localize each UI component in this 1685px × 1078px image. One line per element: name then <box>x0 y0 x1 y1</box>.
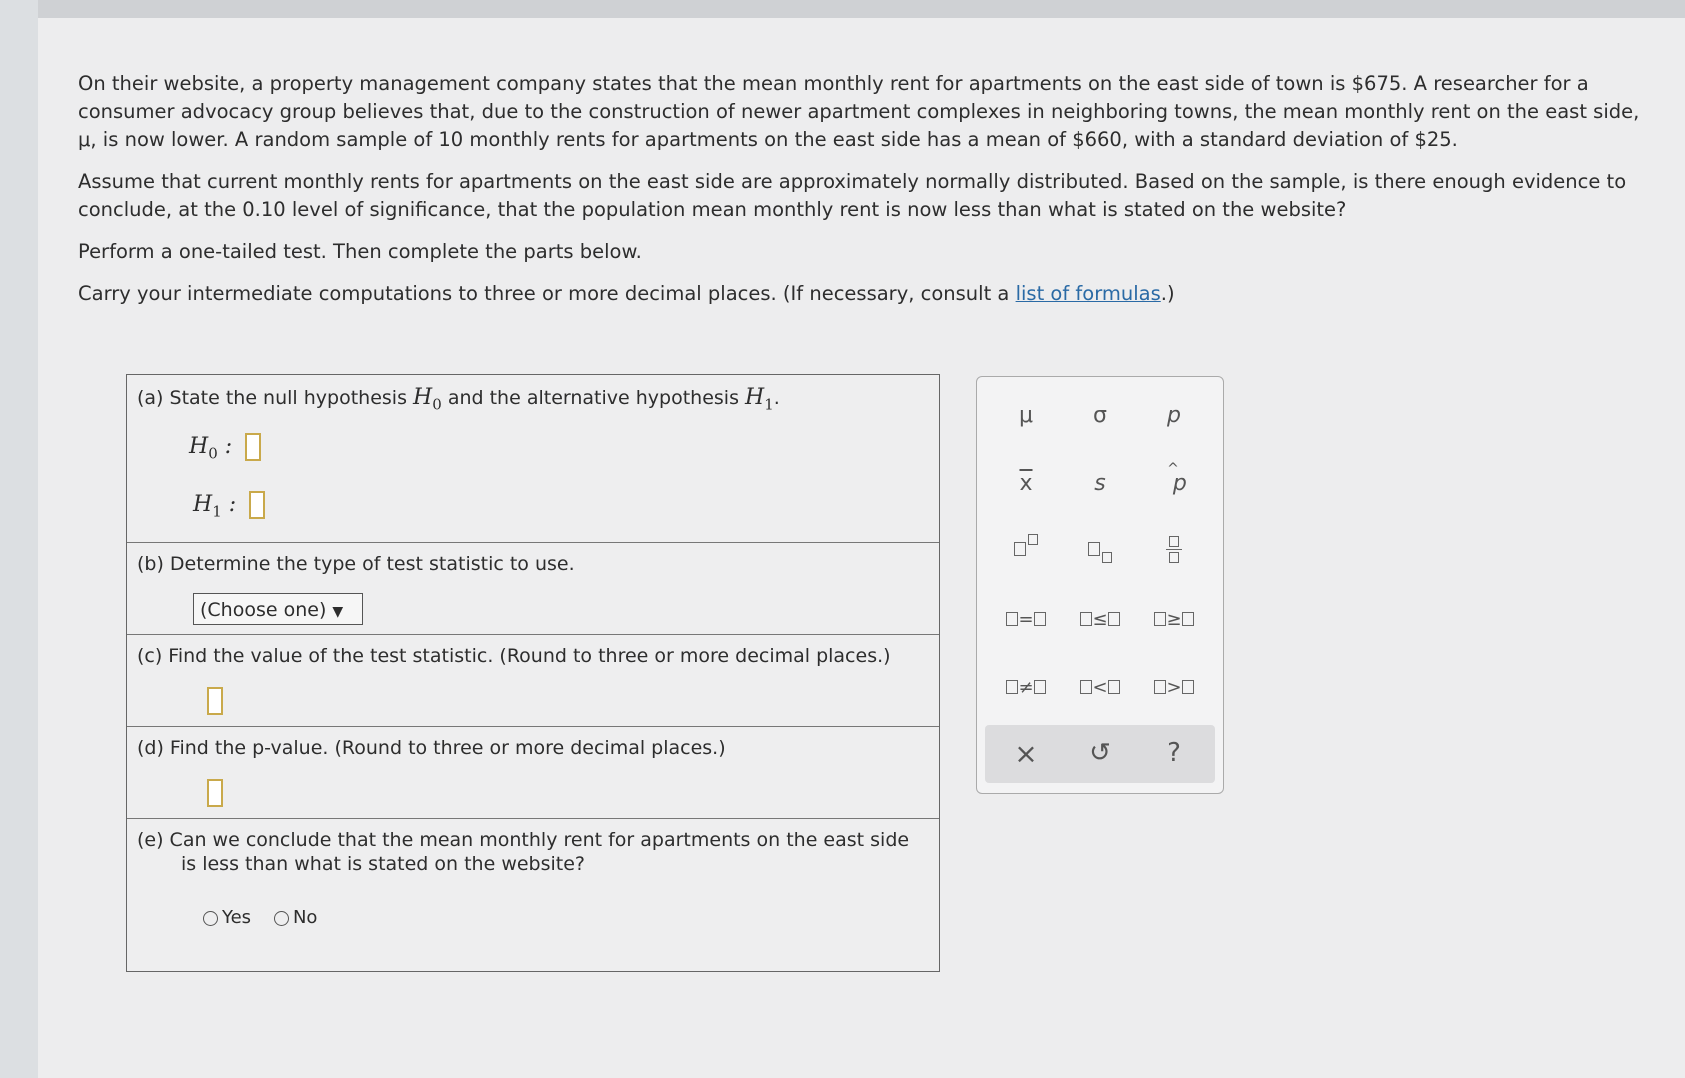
base-box-icon <box>1088 542 1100 556</box>
h1-inline: $H_1$ <box>745 385 774 414</box>
part-e-line-2: is less than what is stated on the website? <box>181 853 586 875</box>
h0-input[interactable] <box>245 433 261 461</box>
problem-paragraph-3: Perform a one-tailed test. Then complete the parts below. <box>78 240 642 263</box>
sigma-button[interactable]: σ <box>1093 402 1107 428</box>
numerator-box-icon <box>1169 536 1179 547</box>
part-e-label <box>137 829 909 875</box>
not-equal-button[interactable]: ≠ <box>991 667 1061 707</box>
part-c <box>127 635 939 727</box>
symbol-palette <box>976 376 1224 794</box>
subscript-box-icon <box>1102 552 1112 563</box>
yes-option[interactable]: Yes <box>203 907 251 928</box>
yes-no-options <box>203 907 317 928</box>
part-d-label: (d) Find the p-value. (Round to three or more decimal places.) <box>137 737 726 759</box>
formulas-link[interactable]: list of formulas <box>1015 282 1161 305</box>
test-statistic-input[interactable] <box>207 687 223 715</box>
equals-button[interactable]: = <box>991 599 1061 639</box>
problem-text <box>78 70 1648 322</box>
p-button[interactable]: p <box>1167 402 1181 428</box>
less-equal-button[interactable]: ≤ <box>1065 599 1135 639</box>
mu-button[interactable]: μ <box>1019 402 1033 428</box>
hat-icon: ^ <box>1167 461 1179 477</box>
greater-than-button[interactable]: > <box>1139 667 1209 707</box>
h1-input[interactable] <box>249 491 265 519</box>
part-b <box>127 543 939 635</box>
problem-paragraph-2: Assume that current monthly rents for apartments on the east side are approximately normally distributed. Based on the sample, is there enough evidence to conclude, at the 0.10 level of significance, that the population mean monthly rent is now less than what is stated on the website? <box>78 170 1627 221</box>
dropdown-arrow-icon: ▼ <box>332 604 344 620</box>
clear-icon[interactable]: × <box>1014 736 1038 770</box>
part-b-label: (b) Determine the type of test statistic to use. <box>137 553 575 575</box>
problem-paragraph-4 <box>78 280 1648 308</box>
base-box-icon <box>1014 542 1026 556</box>
subscript-button[interactable] <box>1065 529 1135 569</box>
part-a <box>127 375 939 543</box>
h1-row: $H_1$ : <box>193 491 265 520</box>
fraction-button[interactable] <box>1139 529 1209 569</box>
palette-actions <box>985 725 1215 783</box>
formula-note: Carry your intermediate computations to three or more decimal places. (If necessary, consult a <box>78 282 1016 305</box>
h0-inline: $H_0$ <box>413 385 442 414</box>
no-option[interactable]: No <box>274 907 317 928</box>
undo-icon[interactable]: ↺ <box>1089 738 1111 768</box>
question-box <box>126 374 940 972</box>
part-a-label: (a) State the null hypothesis $H_0$ and the alternative hypothesis $H_1$. <box>137 385 780 414</box>
part-c-label: (c) Find the value of the test statistic. (Round to three or more decimal places.) <box>137 645 891 667</box>
part-a-mid: and the alternative hypothesis <box>447 387 739 409</box>
help-icon[interactable]: ? <box>1167 738 1181 768</box>
part-e <box>127 819 939 971</box>
denominator-box-icon <box>1169 552 1179 563</box>
formula-note-end: .) <box>1160 282 1175 305</box>
superscript-button[interactable] <box>991 529 1061 569</box>
phat-button[interactable]: ^ p <box>1167 461 1187 496</box>
superscript-box-icon <box>1028 534 1038 545</box>
xbar-button[interactable]: $\overline{x}$ <box>1019 470 1033 496</box>
no-radio[interactable] <box>274 911 289 926</box>
yes-radio[interactable] <box>203 911 218 926</box>
s-button[interactable]: s <box>1094 470 1106 496</box>
problem-page <box>38 18 1685 1078</box>
greater-equal-button[interactable]: ≥ <box>1139 599 1209 639</box>
left-strip <box>0 0 38 1078</box>
test-statistic-select[interactable]: (Choose one) ▼ <box>193 593 363 625</box>
top-bar <box>0 0 1685 18</box>
part-d <box>127 727 939 819</box>
part-a-text: (a) State the null hypothesis <box>137 387 407 409</box>
fraction-bar-icon <box>1166 549 1182 550</box>
part-e-line-1: (e) Can we conclude that the mean monthly rent for apartments on the east side <box>137 829 910 851</box>
h0-row: $H_0$ : <box>189 433 261 462</box>
problem-paragraph-1: On their website, a property management company states that the mean monthly rent for apartments on the east side of town is $675. A researcher for a consumer advocacy group believes that, due to the construction of newer apartment complexes in neighboring towns, the mean monthly rent on the east side, μ, is now lower. A random sample of 10 monthly rents for apartments on the east side has a mean of $660, with a standard deviation of $25. <box>78 72 1640 151</box>
less-than-button[interactable]: < <box>1065 667 1135 707</box>
p-value-input[interactable] <box>207 779 223 807</box>
